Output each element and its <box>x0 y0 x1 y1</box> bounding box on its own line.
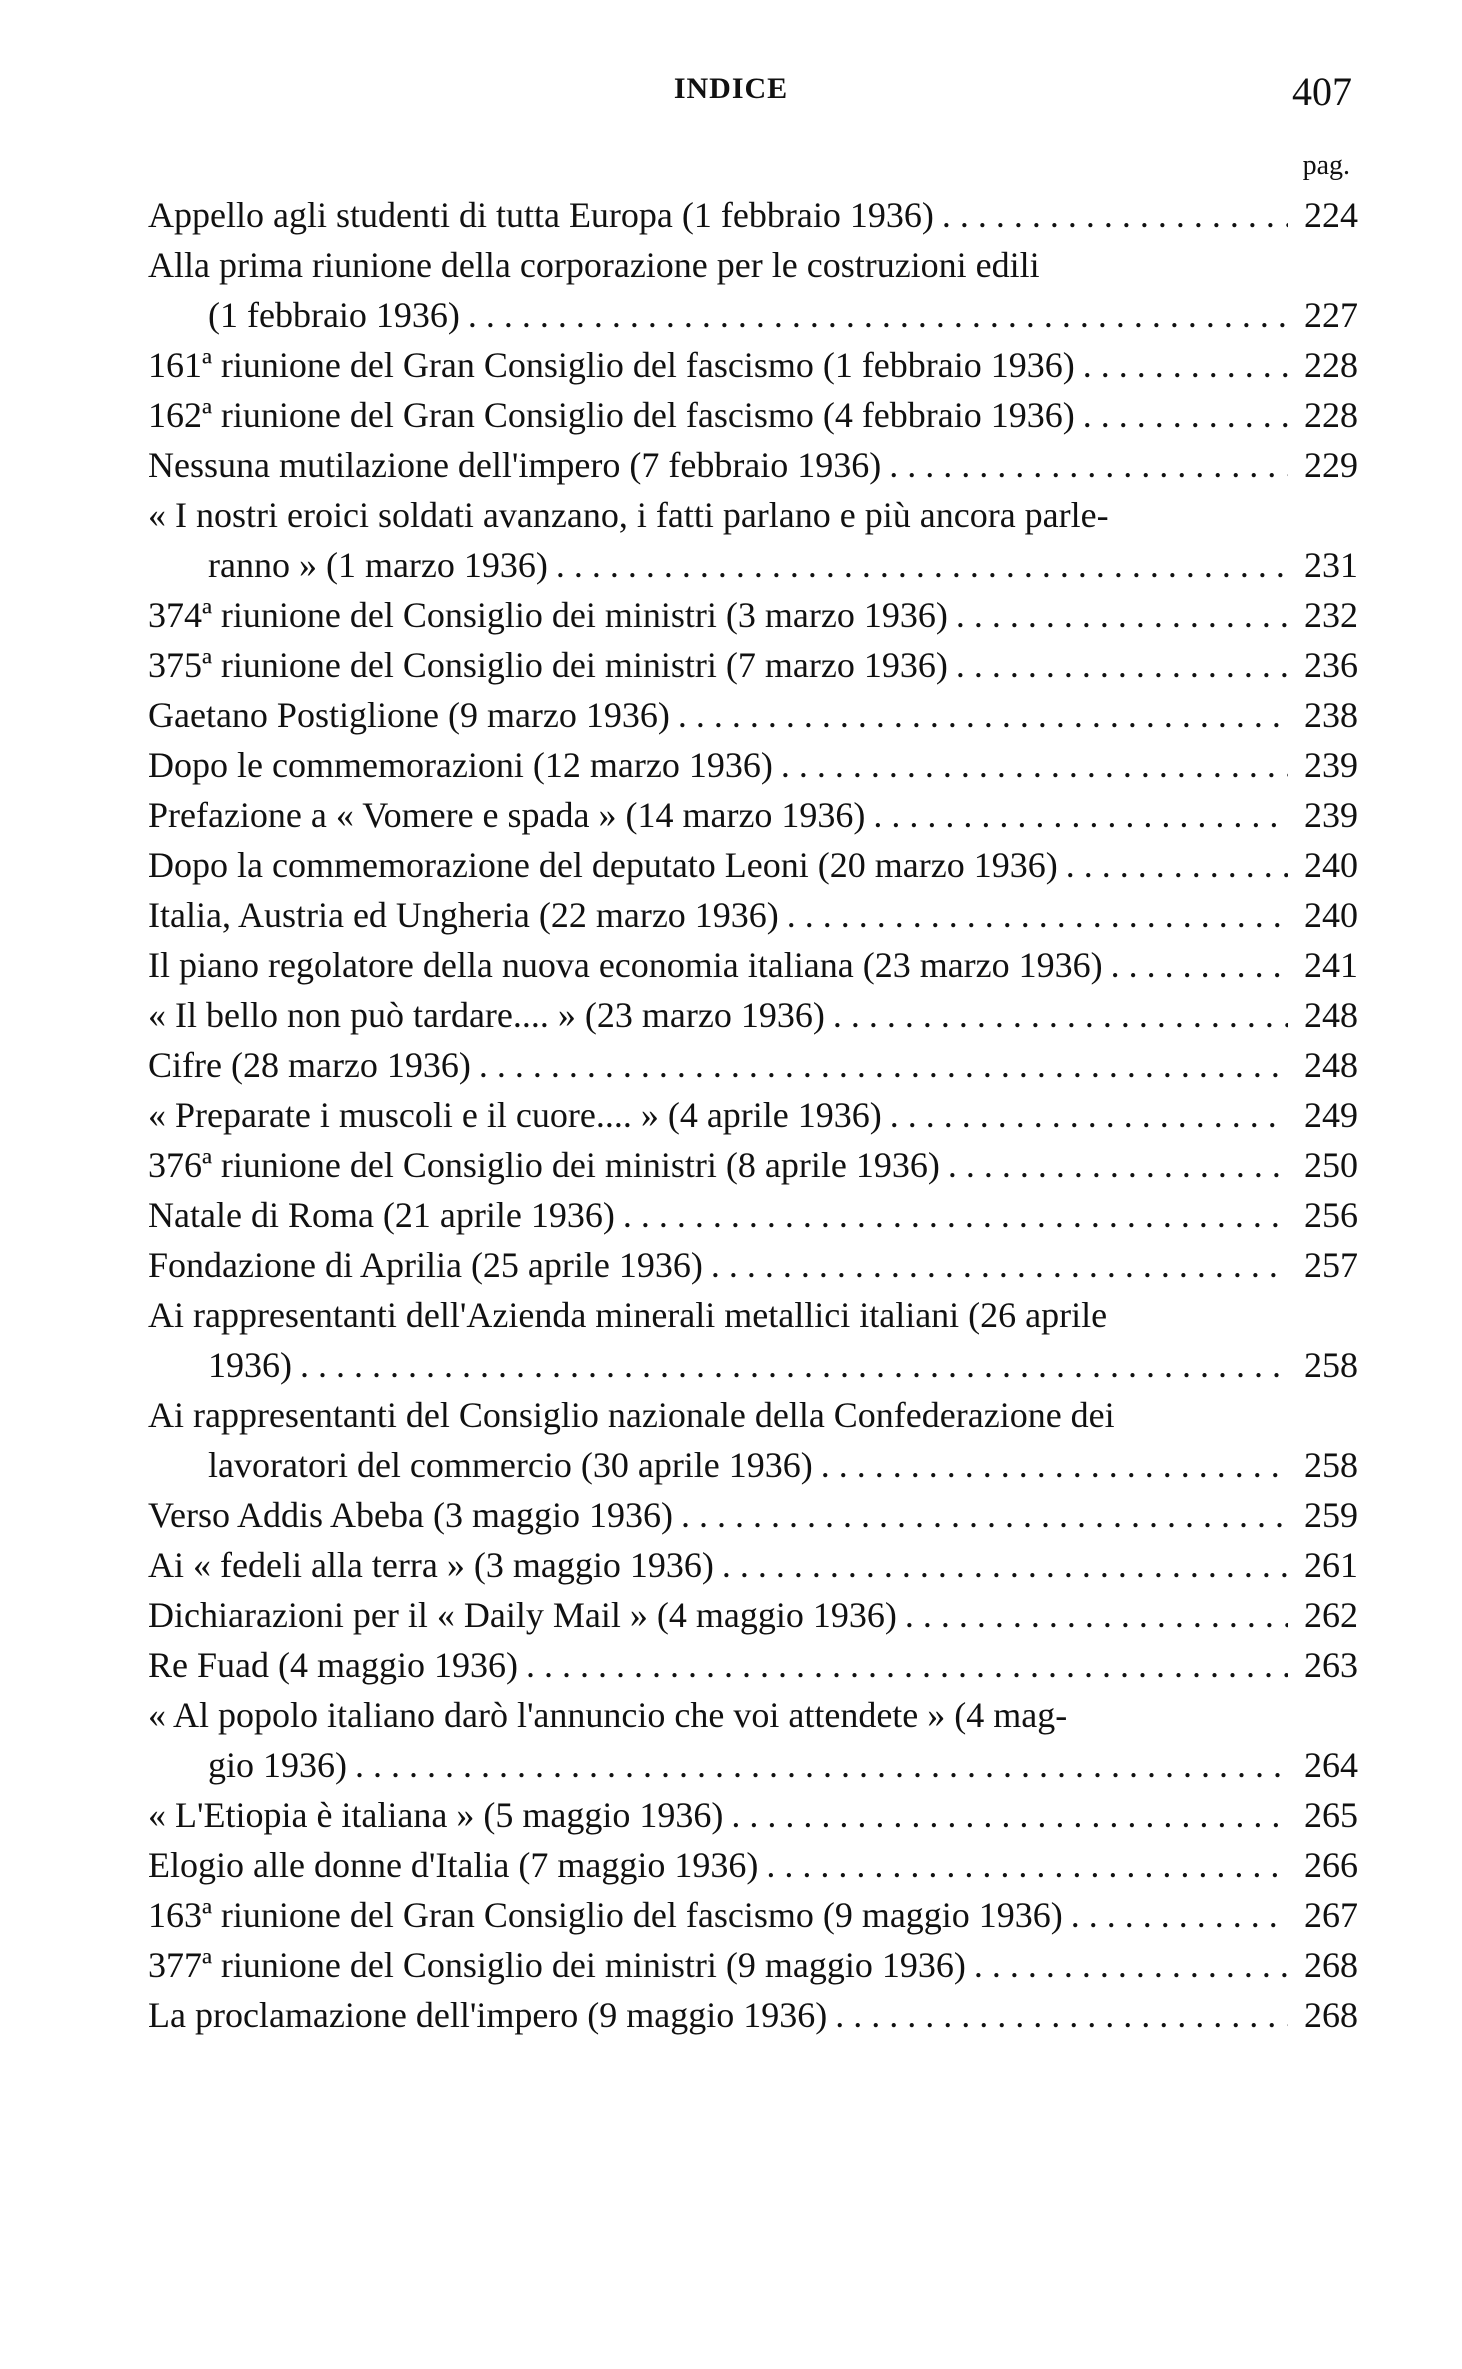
toc-entry-page: 266 <box>1304 1845 1358 1885</box>
toc-entry-page: 264 <box>1304 1745 1358 1785</box>
toc-entry <box>148 1540 1358 1590</box>
toc-entry-line <box>148 640 1288 690</box>
toc-entry-page: 228 <box>1304 345 1358 385</box>
toc-entry-line-text: Nessuna mutilazione dell'impero (7 febbraio 1936) <box>148 445 882 485</box>
toc-entry <box>148 440 1358 490</box>
toc-entry-line-text: « Il bello non può tardare.... » (23 marzo 1936) <box>148 995 825 1035</box>
toc-entry-line <box>148 740 1288 790</box>
toc-entry-line <box>148 190 1288 240</box>
toc-entry-line-text: Il piano regolatore della nuova economia italiana (23 marzo 1936) <box>148 945 1103 985</box>
dot-leader <box>779 890 1288 940</box>
toc-entry-line: « I nostri eroici soldati avanzano, i fatti parlano e più ancora parle- <box>148 495 1109 535</box>
toc-entry-line-text: 374ª riunione del Consiglio dei ministri (3 marzo 1936) <box>148 595 948 635</box>
toc-entry-line-text: lavoratori del commercio (30 aprile 1936) <box>208 1445 813 1485</box>
toc-entry-line-text: Dopo la commemorazione del deputato Leoni (20 marzo 1936) <box>148 845 1058 885</box>
toc-entry-title <box>148 440 1288 490</box>
toc-entry <box>148 490 1358 590</box>
toc-entry <box>148 1790 1358 1840</box>
toc-entry-title <box>148 1240 1288 1290</box>
toc-entry-line <box>148 590 1288 640</box>
toc-entry <box>148 340 1358 390</box>
toc-entry <box>148 1090 1358 1140</box>
toc-entry-page: 257 <box>1304 1245 1358 1285</box>
toc-entry-page: 248 <box>1304 1045 1358 1085</box>
dot-leader <box>548 540 1288 590</box>
toc-entry-page: 238 <box>1304 695 1358 735</box>
dot-leader <box>966 1940 1288 1990</box>
toc-entry-line <box>148 1140 1288 1190</box>
toc-entry-line-text: 161ª riunione del Gran Consiglio del fascismo (1 febbraio 1936) <box>148 345 1075 385</box>
running-header-title: INDICE <box>673 72 789 105</box>
toc-entry <box>148 740 1358 790</box>
toc-entry-page: 249 <box>1304 1095 1358 1135</box>
toc-entry <box>148 1690 1358 1790</box>
toc-entry-title <box>148 640 1288 690</box>
toc-entry-line <box>148 840 1288 890</box>
toc-entry-page: 229 <box>1304 445 1358 485</box>
dot-leader <box>1058 840 1288 890</box>
page-column-label: pag. <box>1302 150 1350 181</box>
toc-entry-line <box>148 290 1288 340</box>
toc-entry-title <box>148 1190 1288 1240</box>
toc-entry-line <box>148 1890 1288 1940</box>
dot-leader <box>673 1490 1288 1540</box>
toc-entry <box>148 890 1358 940</box>
toc-entry-line-text: (1 febbraio 1936) <box>208 295 460 335</box>
toc-entry-page: 258 <box>1304 1345 1358 1385</box>
toc-entry-line-text: 162ª riunione del Gran Consiglio del fascismo (4 febbraio 1936) <box>148 395 1075 435</box>
toc-entry <box>148 1240 1358 1290</box>
toc-entry-line-text: « L'Etiopia è italiana » (5 maggio 1936) <box>148 1795 724 1835</box>
toc-entry-page: 256 <box>1304 1195 1358 1235</box>
dot-leader <box>881 440 1288 490</box>
toc-entry <box>148 640 1358 690</box>
toc-entry-title <box>148 490 1288 590</box>
toc-entry-line <box>148 340 1288 390</box>
toc-entry-line-text: Re Fuad (4 maggio 1936) <box>148 1645 518 1685</box>
toc-entry-title <box>148 190 1288 240</box>
dot-leader <box>518 1640 1288 1690</box>
toc-entry-line <box>148 1540 1288 1590</box>
toc-entry-line <box>148 1940 1288 1990</box>
toc-entry-page: 239 <box>1304 745 1358 785</box>
toc-entry-title <box>148 1840 1288 1890</box>
dot-leader <box>723 1790 1288 1840</box>
toc-entry-title <box>148 690 1288 740</box>
dot-leader <box>615 1190 1288 1240</box>
dot-leader <box>670 690 1288 740</box>
toc-entry-line-text: Fondazione di Aprilia (25 aprile 1936) <box>148 1245 703 1285</box>
toc-entry-title <box>148 1290 1288 1390</box>
dot-leader <box>940 1140 1288 1190</box>
toc-entry-page: 263 <box>1304 1645 1358 1685</box>
toc-entry-line-text: Gaetano Postiglione (9 marzo 1936) <box>148 695 670 735</box>
toc-entry-line <box>148 1190 1288 1240</box>
toc-entry-line-text: 1936) <box>208 1345 292 1385</box>
toc-entry-page: 265 <box>1304 1795 1358 1835</box>
toc-entry-line: « Al popolo italiano darò l'annuncio che voi attendete » (4 mag- <box>148 1695 1068 1735</box>
toc-entry-line-text: Prefazione a « Vomere e spada » (14 marzo 1936) <box>148 795 866 835</box>
toc-entry-page: 224 <box>1304 195 1358 235</box>
toc-entry <box>148 1990 1358 2040</box>
toc-entry-line-text: 163ª riunione del Gran Consiglio del fascismo (9 maggio 1936) <box>148 1895 1063 1935</box>
toc-entry-page: 248 <box>1304 995 1358 1035</box>
dot-leader <box>1103 940 1288 990</box>
dot-leader <box>1075 340 1288 390</box>
toc-entry <box>148 1590 1358 1640</box>
toc-entry <box>148 590 1358 640</box>
dot-leader <box>714 1540 1288 1590</box>
dot-leader <box>827 1990 1288 2040</box>
toc-entry-line <box>148 1240 1288 1290</box>
toc-entry <box>148 1940 1358 1990</box>
toc-entry-title <box>148 1390 1288 1490</box>
dot-leader <box>703 1240 1288 1290</box>
toc-entry <box>148 190 1358 240</box>
dot-leader <box>773 740 1288 790</box>
toc-entry-title <box>148 390 1288 440</box>
toc-entry-line-text: gio 1936) <box>208 1745 347 1785</box>
dot-leader <box>471 1040 1288 1090</box>
toc-entry-page: 227 <box>1304 295 1358 335</box>
toc-entry-line-text: La proclamazione dell'impero (9 maggio 1936) <box>148 1995 828 2035</box>
toc-entry-title <box>148 1590 1288 1640</box>
toc-entry-line <box>148 390 1288 440</box>
toc-entry-title <box>148 840 1288 890</box>
toc-entry <box>148 940 1358 990</box>
toc-entry-line <box>148 1740 1288 1790</box>
toc-entry-title <box>148 990 1288 1040</box>
dot-leader <box>758 1840 1288 1890</box>
toc-entry-line-text: « Preparate i muscoli e il cuore.... » (4 aprile 1936) <box>148 1095 882 1135</box>
toc-entry <box>148 1390 1358 1490</box>
toc-entry-line-text: Italia, Austria ed Ungheria (22 marzo 1936) <box>148 895 779 935</box>
toc-entry <box>148 1040 1358 1090</box>
toc-entry-line-text: Dopo le commemorazioni (12 marzo 1936) <box>148 745 773 785</box>
dot-leader <box>948 640 1288 690</box>
toc-entry <box>148 390 1358 440</box>
toc-entry-line-text: 376ª riunione del Consiglio dei ministri (8 aprile 1936) <box>148 1145 940 1185</box>
toc-entry <box>148 790 1358 840</box>
toc-entry <box>148 1840 1358 1890</box>
toc-entry-line <box>148 540 1288 590</box>
dot-leader <box>882 1090 1288 1140</box>
toc-entry-page: 268 <box>1304 1945 1358 1985</box>
toc-entry-page: 231 <box>1304 545 1358 585</box>
toc-entry-title <box>148 240 1288 340</box>
toc-entry-line <box>148 940 1288 990</box>
toc-entry <box>148 690 1358 740</box>
dot-leader <box>1063 1890 1288 1940</box>
toc-entry-title <box>148 1990 1288 2040</box>
toc-entry-line-text: 377ª riunione del Consiglio dei ministri (9 maggio 1936) <box>148 1945 966 1985</box>
toc-entry-page: 240 <box>1304 895 1358 935</box>
toc-entry-line-text: Dichiarazioni per il « Daily Mail » (4 maggio 1936) <box>148 1595 897 1635</box>
toc-entry-page: 239 <box>1304 795 1358 835</box>
toc-entry-line <box>148 990 1288 1040</box>
toc-entry-page: 232 <box>1304 595 1358 635</box>
toc-entry-page: 259 <box>1304 1495 1358 1535</box>
toc-entry-line <box>148 1590 1288 1640</box>
dot-leader <box>292 1340 1288 1390</box>
toc-entry-line <box>148 1440 1288 1490</box>
toc-entry-title <box>148 890 1288 940</box>
toc-entry-title <box>148 1940 1288 1990</box>
toc-entry-title <box>148 1090 1288 1140</box>
toc-entry-line-text: Natale di Roma (21 aprile 1936) <box>148 1195 615 1235</box>
toc-entry-line <box>148 1990 1288 2040</box>
toc-entry-page: 258 <box>1304 1445 1358 1485</box>
toc-entry-line <box>148 1640 1288 1690</box>
toc-entry-title <box>148 740 1288 790</box>
toc-entry-title <box>148 1690 1288 1790</box>
toc-entry-line-text: ranno » (1 marzo 1936) <box>208 545 548 585</box>
toc-entry <box>148 840 1358 890</box>
toc-entry-line-text: Ai « fedeli alla terra » (3 maggio 1936) <box>148 1545 714 1585</box>
toc-entry-page: 236 <box>1304 645 1358 685</box>
toc-entry-title <box>148 1790 1288 1840</box>
toc-entry-title <box>148 1540 1288 1590</box>
toc-entry-page: 228 <box>1304 395 1358 435</box>
toc-entry <box>148 1140 1358 1190</box>
toc-entry-line-text: 375ª riunione del Consiglio dei ministri (7 marzo 1936) <box>148 645 948 685</box>
toc-entry-page: 261 <box>1304 1545 1358 1585</box>
page-number: 407 <box>1292 69 1352 114</box>
toc-entry-line: Alla prima riunione della corporazione per le costruzioni edili <box>148 245 1040 285</box>
toc-entry-page: 241 <box>1304 945 1358 985</box>
dot-leader <box>865 790 1288 840</box>
toc-entry-line <box>148 1040 1288 1090</box>
dot-leader <box>948 590 1288 640</box>
toc-entry <box>148 1640 1358 1690</box>
toc-entry-line-text: Verso Addis Abeba (3 maggio 1936) <box>148 1495 673 1535</box>
dot-leader <box>813 1440 1288 1490</box>
toc-entry-line <box>148 1340 1288 1390</box>
toc-entry-line: Ai rappresentanti del Consiglio nazionale della Confederazione dei <box>148 1395 1115 1435</box>
toc-entry <box>148 1190 1358 1240</box>
toc-entry-line <box>148 1090 1288 1140</box>
dot-leader <box>460 290 1288 340</box>
toc-entry-page: 240 <box>1304 845 1358 885</box>
toc-entry-title <box>148 590 1288 640</box>
dot-leader <box>934 190 1288 240</box>
toc-entry-line-text: Appello agli studenti di tutta Europa (1 febbraio 1936) <box>148 195 934 235</box>
table-of-contents <box>148 190 1358 2040</box>
toc-entry-page: 262 <box>1304 1595 1358 1635</box>
toc-entry-page: 267 <box>1304 1895 1358 1935</box>
toc-entry-line <box>148 790 1288 840</box>
toc-entry-title <box>148 1890 1288 1940</box>
toc-entry <box>148 240 1358 340</box>
toc-entry-title <box>148 1040 1288 1090</box>
toc-entry-page: 268 <box>1304 1995 1358 2035</box>
dot-leader <box>825 990 1288 1040</box>
toc-entry-line: Ai rappresentanti dell'Azienda minerali metallici italiani (26 aprile <box>148 1295 1108 1335</box>
toc-entry-title <box>148 1640 1288 1690</box>
dot-leader <box>897 1590 1288 1640</box>
toc-entry <box>148 990 1358 1040</box>
toc-entry-title <box>148 1140 1288 1190</box>
toc-entry-line <box>148 440 1288 490</box>
toc-entry <box>148 1490 1358 1540</box>
dot-leader <box>347 1740 1288 1790</box>
toc-entry-line-text: Elogio alle donne d'Italia (7 maggio 1936) <box>148 1845 759 1885</box>
toc-entry-line <box>148 1840 1288 1890</box>
toc-entry-line <box>148 1790 1288 1840</box>
toc-entry-line-text: Cifre (28 marzo 1936) <box>148 1045 471 1085</box>
toc-entry-title <box>148 940 1288 990</box>
toc-entry-title <box>148 340 1288 390</box>
toc-entry-page: 250 <box>1304 1145 1358 1185</box>
toc-entry-title <box>148 790 1288 840</box>
toc-entry-title <box>148 1490 1288 1540</box>
toc-entry-line <box>148 890 1288 940</box>
toc-entry-line <box>148 1490 1288 1540</box>
toc-entry <box>148 1890 1358 1940</box>
dot-leader <box>1075 390 1288 440</box>
toc-entry <box>148 1290 1358 1390</box>
toc-entry-line <box>148 690 1288 740</box>
